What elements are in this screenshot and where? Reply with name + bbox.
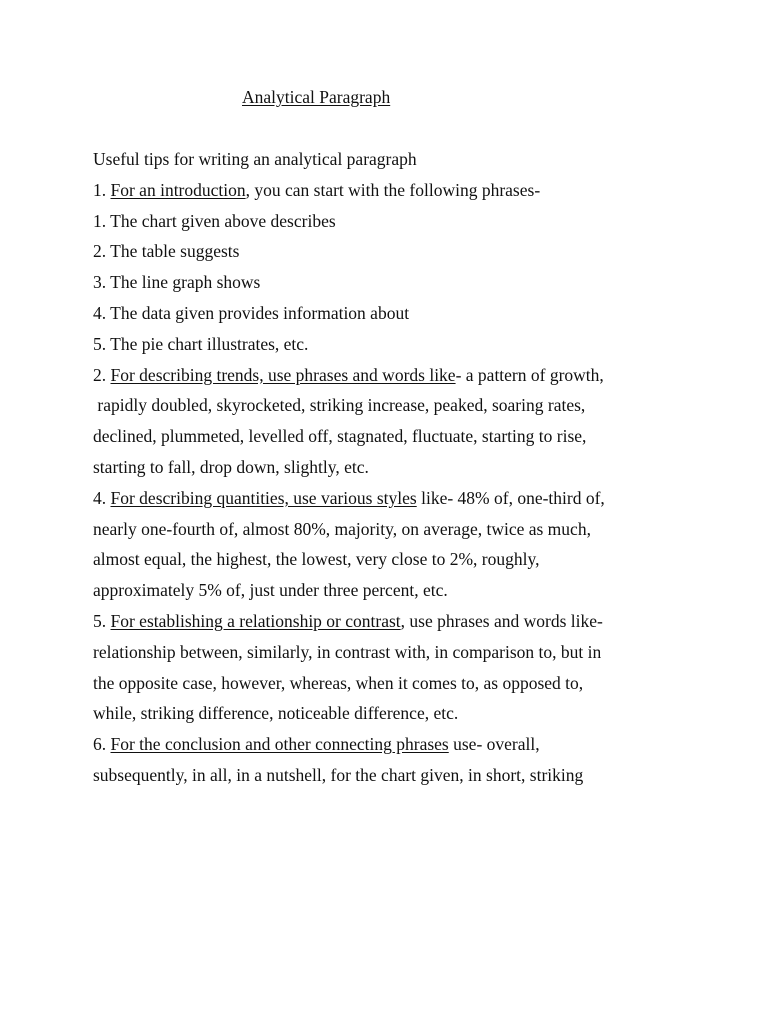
text-segment: 4. bbox=[93, 487, 111, 508]
text-line bbox=[93, 610, 693, 641]
underlined-phrase: For describing quantities, use various styles bbox=[110, 487, 417, 508]
text-line bbox=[93, 333, 693, 364]
text-line bbox=[93, 641, 693, 672]
document-body bbox=[93, 148, 693, 795]
text-line bbox=[93, 456, 693, 487]
text-segment: subsequently, in all, in a nutshell, for the chart given, in short, striking bbox=[93, 764, 584, 785]
text-segment: while, striking difference, noticeable difference, etc. bbox=[93, 703, 459, 724]
text-segment: the opposite case, however, whereas, when it comes to, as opposed to, bbox=[93, 672, 584, 693]
text-line bbox=[93, 394, 693, 425]
text-line bbox=[93, 764, 693, 795]
text-line bbox=[93, 179, 693, 210]
text-segment: 5. bbox=[93, 610, 111, 631]
text-segment: relationship between, similarly, in contrast with, in comparison to, but in bbox=[93, 641, 602, 662]
text-segment: 4. The data given provides information about bbox=[93, 302, 410, 323]
text-line bbox=[93, 425, 693, 456]
text-segment: approximately 5% of, just under three percent, etc. bbox=[93, 580, 448, 601]
text-segment: , use phrases and words like- bbox=[400, 610, 603, 631]
text-line bbox=[93, 240, 693, 271]
text-segment: 5. The pie chart illustrates, etc. bbox=[93, 333, 309, 354]
text-line bbox=[93, 487, 693, 518]
underlined-phrase: For an introduction bbox=[110, 179, 246, 200]
text-line bbox=[93, 548, 693, 579]
text-segment: , you can start with the following phrases- bbox=[245, 179, 541, 200]
text-segment: 6. bbox=[93, 734, 111, 755]
text-segment: Useful tips for writing an analytical paragraph bbox=[93, 149, 417, 169]
underlined-phrase: For the conclusion and other connecting phrases bbox=[110, 734, 449, 755]
underlined-phrase: For describing trends, use phrases and words like bbox=[110, 364, 456, 385]
text-segment: almost equal, the highest, the lowest, very close to 2%, roughly, bbox=[93, 549, 540, 570]
text-segment: - a pattern of growth, bbox=[455, 364, 604, 385]
text-line bbox=[93, 148, 693, 179]
text-line bbox=[93, 364, 693, 395]
text-line bbox=[93, 302, 693, 333]
text-segment: 3. The line graph shows bbox=[93, 272, 261, 293]
text-segment: starting to fall, drop down, slightly, etc. bbox=[93, 456, 369, 477]
text-segment: nearly one-fourth of, almost 80%, majority, on average, twice as much, bbox=[93, 518, 591, 539]
text-segment: rapidly doubled, skyrocketed, striking increase, peaked, soaring rates, bbox=[93, 395, 586, 416]
document-title: Analytical Paragraph bbox=[242, 87, 391, 107]
text-line bbox=[93, 271, 693, 302]
text-line bbox=[93, 702, 693, 733]
text-line bbox=[93, 518, 693, 549]
text-segment: declined, plummeted, levelled off, stagnated, fluctuate, starting to rise, bbox=[93, 426, 587, 447]
text-segment: 1. The chart given above describes bbox=[93, 210, 336, 231]
text-segment: like- 48% of, one-third of, bbox=[416, 487, 605, 508]
text-line bbox=[93, 733, 693, 764]
text-line bbox=[93, 579, 693, 610]
text-segment: 1. bbox=[93, 179, 111, 200]
text-line bbox=[93, 672, 693, 703]
text-segment: use- overall, bbox=[448, 734, 540, 755]
text-line bbox=[93, 210, 693, 241]
text-segment: 2. bbox=[93, 364, 111, 385]
text-segment: 2. The table suggests bbox=[93, 241, 240, 262]
underlined-phrase: For establishing a relationship or contrast bbox=[110, 610, 401, 631]
